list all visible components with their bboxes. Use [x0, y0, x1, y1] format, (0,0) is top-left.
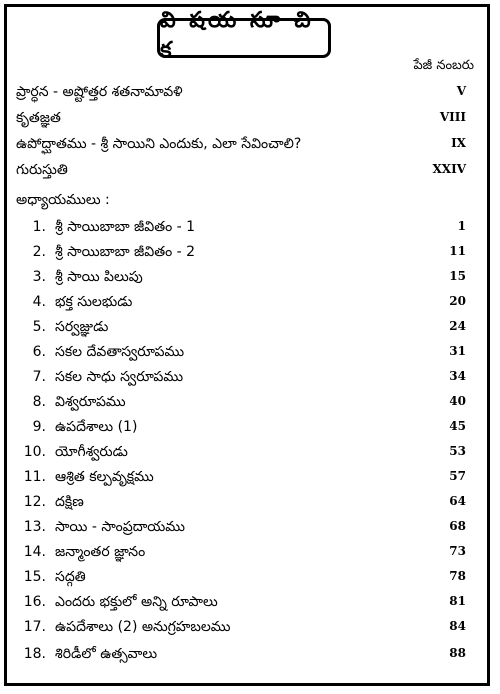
chapter-page: 31 [449, 344, 466, 358]
chapter-number: 16. [23, 594, 46, 610]
front-matter-page: V [456, 84, 466, 98]
chapter-page: 1 [457, 219, 466, 233]
chapter-title: దక్షిణ [55, 494, 84, 510]
front-matter-item [16, 162, 466, 184]
chapter-row [22, 219, 466, 241]
front-matter-item [16, 110, 466, 132]
chapter-row [22, 394, 466, 416]
front-matter-page: VIII [439, 110, 466, 124]
chapter-title: విశ్వరూపము [55, 394, 126, 410]
chapter-page: 24 [449, 319, 466, 333]
chapter-number: 5. [32, 319, 46, 335]
chapter-page: 40 [449, 394, 466, 408]
chapter-title: ఉపదేశాలు (1) [55, 419, 138, 435]
chapter-row [22, 469, 466, 491]
chapter-row [22, 269, 466, 291]
chapter-number: 3. [32, 269, 46, 285]
chapter-title: ఆశ్రిత కల్పవృక్షము [55, 469, 154, 485]
chapter-title: సద్గతి [55, 569, 86, 585]
chapter-title: సాయి - సాంప్రదాయము [55, 519, 185, 535]
chapter-row [22, 569, 466, 591]
chapter-number: 11. [23, 469, 46, 485]
page-number-header: పేజీ నంబరు [413, 58, 474, 73]
front-matter-item [16, 136, 466, 158]
chapter-number: 1. [32, 219, 46, 235]
chapter-title: ఉపదేశాలు (2) అనుగ్రహబలము [55, 619, 231, 635]
chapter-number: 4. [32, 294, 46, 310]
chapter-title: సర్వజ్ఞుడు [55, 319, 109, 335]
chapter-row [22, 319, 466, 341]
chapter-page: 78 [449, 569, 466, 583]
chapter-row [22, 494, 466, 516]
chapters-heading: అధ్యాయములు : [16, 192, 110, 208]
chapter-title: శిరిడీలో ఉత్సవాలు [55, 646, 158, 662]
chapter-page: 20 [449, 294, 466, 308]
chapter-number: 13. [23, 519, 46, 535]
chapter-row [22, 444, 466, 466]
front-matter-page: IX [451, 136, 466, 150]
front-matter-item [16, 84, 466, 106]
chapter-title: భక్త సులభుడు [55, 294, 133, 310]
chapter-title: సకల సాధు స్వరూపము [55, 369, 184, 385]
chapter-title: ఎందరు భక్తులో అన్ని రూపాలు [55, 594, 218, 610]
chapter-row [22, 369, 466, 391]
chapter-title: సకల దేవతాస్వరూపము [55, 344, 185, 360]
chapter-number: 9. [32, 419, 46, 435]
chapter-page: 81 [449, 594, 466, 608]
chapter-page: 84 [449, 619, 466, 633]
chapter-row [22, 519, 466, 541]
chapter-number: 18. [23, 646, 46, 662]
page-title: వి షయ సూ చి క [157, 18, 331, 58]
chapter-page: 34 [449, 369, 466, 383]
chapter-page: 53 [449, 444, 466, 458]
chapter-page: 64 [449, 494, 466, 508]
chapter-number: 7. [32, 369, 46, 385]
chapter-number: 12. [23, 494, 46, 510]
chapter-page: 57 [449, 469, 466, 483]
front-matter-label: ప్రార్ధన - అష్టోత్తర శతనామావళి [16, 84, 183, 100]
chapter-title: శ్రీ సాయి పిలుపు [55, 269, 143, 285]
chapter-row [22, 344, 466, 366]
chapter-page: 88 [449, 646, 466, 660]
chapter-number: 17. [23, 619, 46, 635]
chapter-number: 6. [32, 344, 46, 360]
chapter-row [22, 544, 466, 566]
chapter-page: 15 [449, 269, 466, 283]
chapter-row [22, 244, 466, 266]
front-matter-page: XXIV [432, 162, 466, 176]
chapter-number: 14. [23, 544, 46, 560]
front-matter-label: ఉపోద్ఘాతము - శ్రీ సాయిని ఎందుకు, ఎలా సేవించాలి? [16, 136, 302, 152]
chapter-row [22, 294, 466, 316]
chapter-number: 10. [23, 444, 46, 460]
chapter-number: 15. [23, 569, 46, 585]
front-matter-label: కృతజ్ఞత [16, 110, 61, 126]
front-matter-label: గురుస్తుతి [16, 162, 68, 178]
chapter-page: 45 [449, 419, 466, 433]
chapter-row [22, 594, 466, 616]
chapter-title: జన్మాంతర జ్ఞానం [55, 544, 146, 560]
chapter-number: 2. [32, 244, 46, 260]
chapter-page: 68 [449, 519, 466, 533]
chapter-page: 73 [449, 544, 466, 558]
chapter-title: శ్రీ సాయిబాబా జీవితం - 2 [55, 244, 196, 260]
chapter-row [22, 646, 466, 668]
chapter-page: 11 [449, 244, 466, 258]
chapter-title: యోగీశ్వరుడు [55, 444, 128, 460]
chapter-row [22, 619, 466, 641]
chapter-title: శ్రీ సాయిబాబా జీవితం - 1 [55, 219, 196, 235]
chapter-number: 8. [32, 394, 46, 410]
chapter-row [22, 419, 466, 441]
